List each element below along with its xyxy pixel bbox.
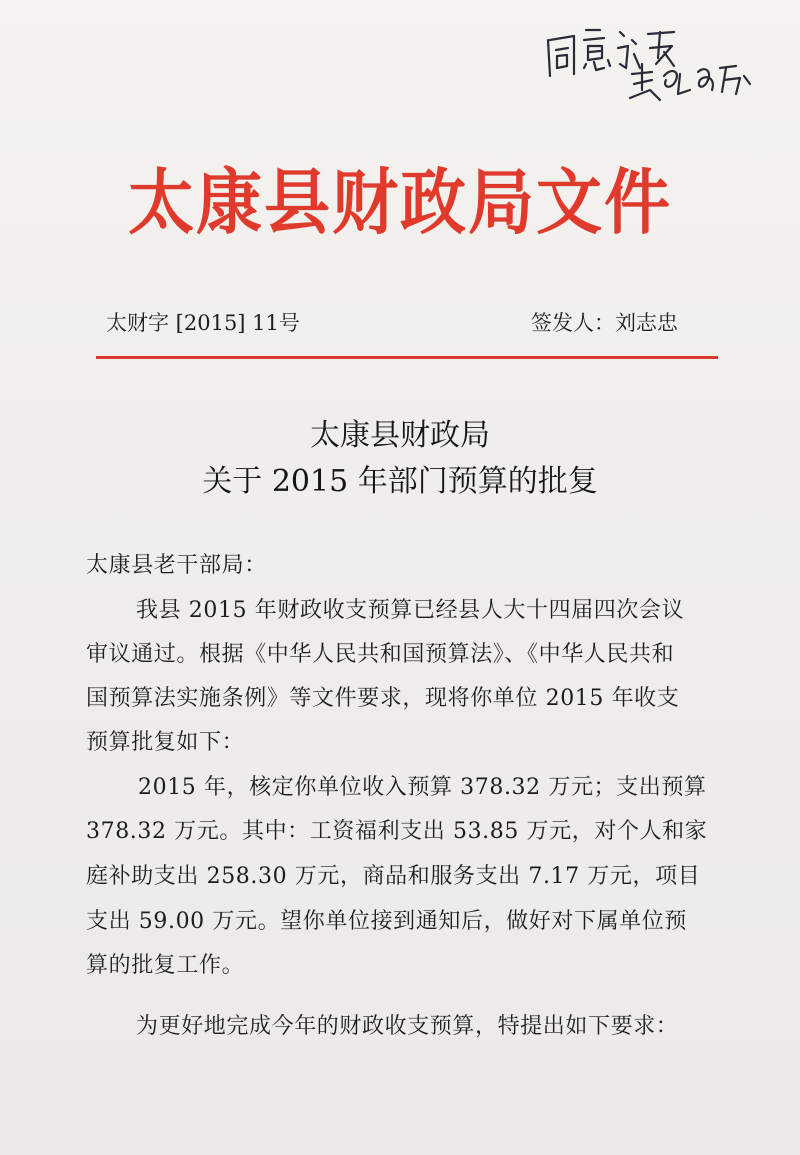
title-line-1: 太康县财政局 xyxy=(310,418,490,453)
body-line: 378.32 万元。其中：工资福利支出 53.85 万元，对个人和家 xyxy=(86,819,708,844)
handwritten-signature xyxy=(540,18,770,108)
title-line-2: 关于 2015 年部门预算的批复 xyxy=(202,464,598,499)
issuer-line: 签发人：刘志忠 xyxy=(531,311,678,335)
body-line: 庭补助支出 258.30 万元，商品和服务支出 7.17 万元，项目 xyxy=(86,864,701,889)
body-line: 预算批复如下： xyxy=(86,730,245,755)
body-line: 审议通过。根据《中华人民共和国预算法》、《中华人民共和 xyxy=(86,642,675,667)
document-header-title: 太康县财政局文件 xyxy=(128,159,672,245)
addressee: 太康县老干部局： xyxy=(86,553,267,578)
body-line: 算的批复工作。 xyxy=(86,953,245,978)
body-line: 我县 2015 年财政收支预算已经县人大十四届四次会议 xyxy=(136,598,685,623)
body-line: 支出 59.00 万元。望你单位接到通知后，做好对下属单位预 xyxy=(86,909,687,934)
red-divider-line xyxy=(96,356,718,359)
body-line: 国预算法实施条例》等文件要求，现将你单位 2015 年收支 xyxy=(86,686,680,711)
body-line: 为更好地完成今年的财政收支预算，特提出如下要求： xyxy=(136,1014,679,1039)
body-line: 2015 年，核定你单位收入预算 378.32 万元；支出预算 xyxy=(138,775,707,800)
document-number: 太财字 [2015] 11号 xyxy=(106,311,300,335)
